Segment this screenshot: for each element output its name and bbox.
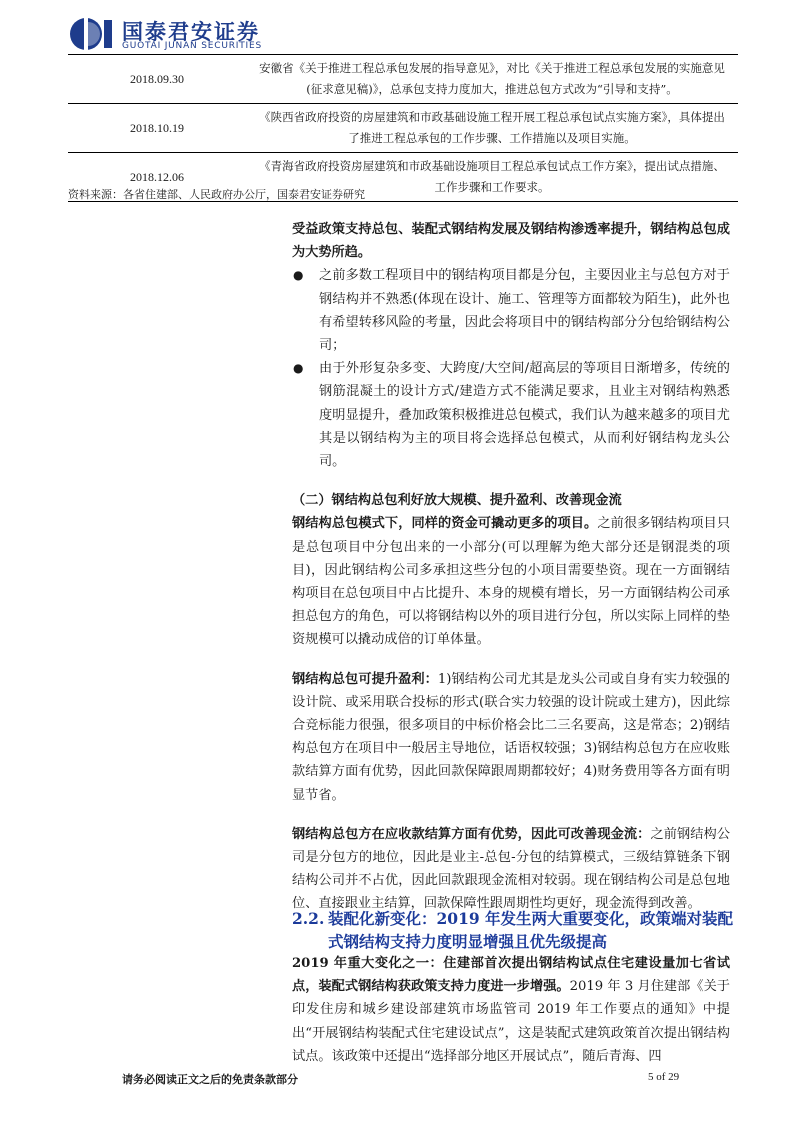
paragraph — [292, 668, 730, 807]
description-line: 工作步骤和工作要求。 — [434, 180, 550, 194]
logo-chinese-name: 国泰君安证券 — [122, 20, 260, 44]
paragraph-lead: 2019 年重大变化之一：住建部首次提出钢结构试点住宅建设量加七省试点，装配式钢结构获政策支持力度进一步增强。 — [292, 956, 730, 995]
page-number: 5 of 29 — [648, 1071, 680, 1083]
subsection-title: （二）钢结构总包利好放大规模、提升盈利、改善现金流 — [292, 493, 622, 509]
section-heading-2-2 — [292, 907, 742, 953]
section-lead-heading: 受益政策支持总包、装配式钢结构发展及钢结构渗透率提升，钢结构总包成为大势所趋。 — [292, 222, 730, 261]
bullet-text: 之前多数工程项目中的钢结构项目都是分包，主要因业主与总包方对于钢结构并不熟悉(体现在设计、施工、管理等方面都较为陌生)，此外也有希望转移风险的考量，因此会将项目中的钢结构部分分包给钢结构公司； — [319, 268, 730, 354]
bullet-item — [292, 357, 730, 473]
description-line: 《青海省政府投资房屋建筑和市政基础设施项目工程总承包试点工作方案》，提出试点措施、 — [259, 159, 725, 173]
table-row — [68, 55, 738, 104]
description-line: 《陕西省政府投资的房屋建筑和市政基础设施工程开展工程总承包试点实施方案》，具体提出 — [259, 110, 725, 124]
bullet-dot-icon: ● — [293, 268, 304, 283]
paragraph-lead: 钢结构总包方在应收款结算方面有优势，因此可改善现金流： — [292, 826, 651, 842]
disclaimer-note: 请务必阅读正文之后的免责条款部分 — [122, 1073, 298, 1086]
main-content — [292, 218, 730, 916]
table-cell-description — [246, 104, 738, 153]
table-source-note: 资料来源：各省住建部、人民政府办公厅，国泰君安证券研究 — [68, 188, 365, 201]
paragraph-text: 之前很多钢结构项目只是总包项目中分包出来的一小部分(可以理解为绝大部分还是钢混类的项目)，因此钢结构公司多承担这些分包的小项目需要垫资。现在一方面钢结构项目在总包项目中占比提升、本身的规模有增长，另一方面钢结构公司承担总包方的角色，可以将钢结构以外的项目进行分包，所以实际上同样的垫资规模可以撬动成倍的订单体量。 — [292, 516, 731, 648]
policy-table — [68, 54, 738, 202]
description-line: 安徽省《关于推进工程总承包发展的指导意见》，对比《关于推进工程总承包发展的实施意见 — [259, 61, 725, 75]
paragraph — [292, 512, 730, 651]
table-cell-date: 2018.10.19 — [68, 104, 246, 153]
bullet-text: 由于外形复杂多变、大跨度/大空间/超高层的等项目日渐增多，传统的钢筋混凝土的设计方式/建造方式不能满足要求，且业主对钢结构熟悉度明显提升，叠加政策积极推进总包模式，我们认为越来越多的项目尤其是以钢结构为主的项目将会选择总包模式，从而利好钢结构龙头公司。 — [319, 361, 730, 470]
table-cell-description — [246, 55, 738, 104]
table-cell-date: 2018.12.06 — [68, 153, 246, 202]
section-number: 2.2. — [292, 909, 325, 928]
table-cell-date: 2018.09.30 — [68, 55, 246, 104]
logo-english-name: GUOTAI JUNAN SECURITIES — [122, 41, 262, 51]
report-header — [68, 14, 728, 54]
paragraph-lead: 钢结构总包可提升盈利： — [292, 671, 438, 687]
paragraph — [292, 952, 730, 1068]
bullet-dot-icon: ● — [293, 361, 304, 376]
bullet-item — [292, 264, 730, 357]
paragraph-text: 1)钢结构公司尤其是龙头公司或自身有实力较强的设计院、或采用联合投标的形式(联合实力较强的设计院或土建方)，因此综合竞标能力很强，很多项目的中标价格会比二三名要高，这是常态；2)钢结构总包方在项目中一般居主导地位，话语权较强；3)钢结构总包方在应收账款结算方面有优势，因此回款保障跟周期都较好；4)财务费用等各方面有明显节省。 — [292, 671, 730, 803]
description-line: (征求意见稿)》，总承包支持力度加大，推进总包方式改为“引导和支持”。 — [306, 82, 678, 96]
section-title-line2: 式钢结构支持力度明显增强且优先级提高 — [328, 932, 608, 951]
guotai-junan-logo-icon — [68, 16, 114, 52]
paragraph-lead: 钢结构总包模式下，同样的资金可撬动更多的项目。 — [292, 516, 598, 532]
description-line: 了推进工程总承包的工作步骤、工作措施以及项目实施。 — [348, 131, 636, 145]
section-heading-line — [292, 907, 742, 930]
paragraph — [292, 823, 730, 916]
table-row — [68, 104, 738, 153]
paragraph-text: 2019 年 3 月住建部《关于印发住房和城乡建设部建筑市场监管司 2019 年工作要点的通知》中提出“开展钢结构装配式住宅建设试点”，这是装配式建筑政策首次提出钢结构试点。该政策中还提出“选择部分地区开展试点”，随后青海、四 — [292, 979, 730, 1064]
paragraph-text: 之前钢结构公司是分包方的地位，因此是业主-总包-分包的结算模式，三级结算链条下钢结构公司并不占优，因此回款跟现金流相对较弱。现在钢结构公司是总包地位、直接跟业主结算，回款保障性跟周期性均更好，现金流得到改善。 — [292, 826, 731, 912]
section-title-line1: 装配化新变化：2019 年发生两大重要变化，政策端对装配 — [328, 909, 734, 928]
